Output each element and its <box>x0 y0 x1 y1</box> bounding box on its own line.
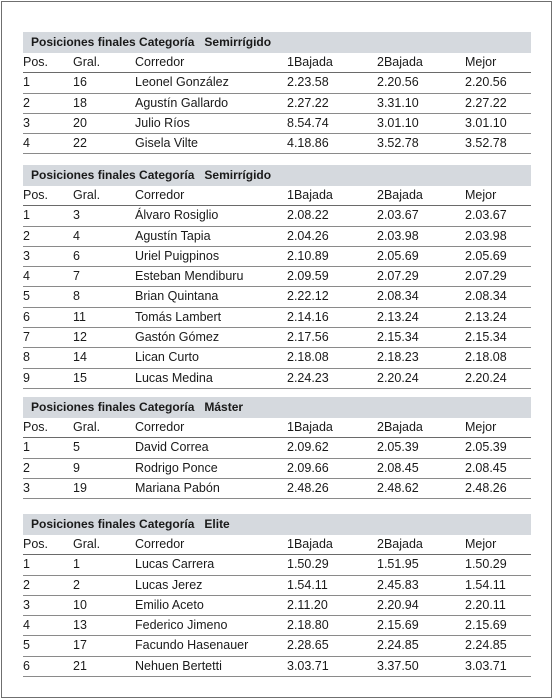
table-cell: 18 <box>73 95 87 110</box>
table-cell: 9 <box>23 370 30 385</box>
table-cell: 2.05.69 <box>465 248 507 263</box>
table-cell: Facundo Hasenauer <box>135 638 249 653</box>
table-cell: 2.20.24 <box>465 370 507 385</box>
table-cell: 1.51.95 <box>377 557 419 572</box>
table-cell: 22 <box>73 136 87 151</box>
table-row <box>23 616 531 636</box>
table-cell: 2.09.62 <box>287 440 329 455</box>
table-cell: Gastón Gómez <box>135 330 220 345</box>
table-cell: 3 <box>23 597 30 612</box>
table-cell: 12 <box>73 330 87 345</box>
table-cell: 2.24.85 <box>465 638 507 653</box>
column-header: Mejor <box>465 55 497 69</box>
table-cell: 5 <box>73 440 80 455</box>
table-cell: 1.50.29 <box>465 557 507 572</box>
results-table-elite <box>23 514 531 677</box>
table-cell: 2.15.34 <box>377 330 419 345</box>
column-header: Mejor <box>465 420 497 434</box>
table-cell: Agustín Tapia <box>135 228 211 243</box>
table-cell: 3.03.71 <box>287 658 329 673</box>
column-header: Gral. <box>73 55 101 69</box>
table-cell: 3.31.10 <box>377 95 419 110</box>
table-cell: 16 <box>73 75 87 90</box>
table-cell: Julio Ríos <box>135 115 190 130</box>
table-cell: 2.45.83 <box>377 577 419 592</box>
column-header: 1Bajada <box>287 420 333 434</box>
table-title: Posiciones finales Categoría Máster <box>23 397 531 418</box>
table-cell: 2.13.24 <box>465 309 507 324</box>
table-row <box>23 247 531 267</box>
column-header: Gral. <box>73 537 101 551</box>
table-row <box>23 636 531 656</box>
table-cell: 2.15.69 <box>465 618 507 633</box>
table-cell: 2.08.22 <box>287 208 329 223</box>
table-cell: 2.14.16 <box>287 309 329 324</box>
table-row <box>23 596 531 616</box>
results-table-semirrigido-1 <box>23 32 531 154</box>
column-header: 2Bajada <box>377 188 423 202</box>
table-cell: Federico Jimeno <box>135 618 228 633</box>
table-cell: Brian Quintana <box>135 289 219 304</box>
table-cell: 2.48.26 <box>465 480 507 495</box>
table-cell: 2.27.22 <box>465 95 507 110</box>
column-header: 2Bajada <box>377 55 423 69</box>
table-cell: 2.18.08 <box>465 350 507 365</box>
table-cell: Uriel Puigpinos <box>135 248 220 263</box>
table-cell: 7 <box>23 330 30 345</box>
table-cell: 2.20.56 <box>377 75 419 90</box>
table-row <box>23 438 531 458</box>
table-cell: 2.05.39 <box>377 440 419 455</box>
table-cell: Nehuen Bertetti <box>135 658 222 673</box>
table-cell: 3.03.71 <box>465 658 507 673</box>
table-cell: Rodrigo Ponce <box>135 460 218 475</box>
table-cell: 4.18.86 <box>287 136 329 151</box>
table-cell: 2 <box>73 577 80 592</box>
table-cell: 2.24.23 <box>287 370 329 385</box>
table-row <box>23 369 531 389</box>
column-header: Corredor <box>135 55 185 69</box>
table-cell: 3 <box>23 248 30 263</box>
table-row <box>23 134 531 154</box>
column-header: 1Bajada <box>287 55 333 69</box>
table-cell: Lucas Medina <box>135 370 213 385</box>
table-cell: 3.52.78 <box>465 136 507 151</box>
table-cell: Agustín Gallardo <box>135 95 229 110</box>
results-table-semirrigido-2 <box>23 165 531 389</box>
results-table-master <box>23 397 531 499</box>
column-header: Pos. <box>23 537 49 551</box>
table-cell: Mariana Pabón <box>135 480 220 495</box>
table-cell: 5 <box>23 289 30 304</box>
table-cell: 11 <box>73 309 86 324</box>
table-cell: 6 <box>23 658 30 673</box>
table-cell: 17 <box>73 638 87 653</box>
table-cell: 1.50.29 <box>287 557 329 572</box>
table-cell: 4 <box>73 228 80 243</box>
table-cell: 2.13.24 <box>377 309 419 324</box>
column-header-row <box>23 186 531 206</box>
table-cell: 2.20.24 <box>377 370 419 385</box>
table-cell: 2.05.69 <box>377 248 419 263</box>
table-cell: 3.37.50 <box>377 658 419 673</box>
table-cell: 2 <box>23 228 30 243</box>
table-cell: 2.04.26 <box>287 228 329 243</box>
table-cell: 2.08.45 <box>377 460 419 475</box>
table-cell: 1.54.11 <box>465 577 506 592</box>
table-row <box>23 227 531 247</box>
table-cell: Gisela Vilte <box>135 136 198 151</box>
table-cell: 2 <box>23 460 30 475</box>
column-header-row <box>23 53 531 73</box>
table-cell: Lican Curto <box>135 350 199 365</box>
column-header: Gral. <box>73 188 101 202</box>
table-cell: 15 <box>73 370 87 385</box>
table-row <box>23 287 531 307</box>
table-cell: 10 <box>73 597 87 612</box>
table-row <box>23 459 531 479</box>
table-cell: 9 <box>73 460 80 475</box>
table-cell: 2.17.56 <box>287 330 329 345</box>
table-cell: 2.20.94 <box>377 597 419 612</box>
table-cell: 2.09.66 <box>287 460 329 475</box>
table-cell: 2.07.29 <box>377 269 419 284</box>
table-cell: 2 <box>23 95 30 110</box>
table-row <box>23 657 531 677</box>
table-cell: 3 <box>73 208 80 223</box>
column-header: Gral. <box>73 420 101 434</box>
table-cell: 1 <box>23 557 30 572</box>
table-cell: 5 <box>23 638 30 653</box>
column-header: 1Bajada <box>287 537 333 551</box>
column-header: 2Bajada <box>377 420 423 434</box>
table-cell: Esteban Mendiburu <box>135 269 244 284</box>
column-header: Corredor <box>135 420 185 434</box>
table-cell: 2.15.34 <box>465 330 507 345</box>
table-cell: Leonel González <box>135 75 229 90</box>
table-cell: 3.52.78 <box>377 136 419 151</box>
table-cell: 8.54.74 <box>287 115 329 130</box>
column-header: Pos. <box>23 420 49 434</box>
table-cell: 2.18.23 <box>377 350 419 365</box>
table-cell: 8 <box>23 350 30 365</box>
table-cell: 2.10.89 <box>287 248 329 263</box>
column-header: Pos. <box>23 188 49 202</box>
table-cell: 2.11.20 <box>287 597 328 612</box>
table-cell: 2.03.98 <box>465 228 507 243</box>
table-cell: 2.48.62 <box>377 480 419 495</box>
table-cell: 2.15.69 <box>377 618 419 633</box>
table-row <box>23 73 531 93</box>
table-cell: 2.08.34 <box>465 289 507 304</box>
table-cell: David Correa <box>135 440 209 455</box>
column-header-row <box>23 418 531 438</box>
table-cell: 6 <box>73 248 80 263</box>
table-cell: 2.03.98 <box>377 228 419 243</box>
table-cell: Tomás Lambert <box>135 309 222 324</box>
table-cell: 6 <box>23 309 30 324</box>
table-cell: 2.27.22 <box>287 95 329 110</box>
table-cell: 3 <box>23 115 30 130</box>
table-cell: 2 <box>23 577 30 592</box>
table-cell: 1.54.11 <box>287 577 328 592</box>
table-cell: 2.05.39 <box>465 440 507 455</box>
table-cell: 4 <box>23 269 30 284</box>
table-cell: 2.09.59 <box>287 269 329 284</box>
table-cell: 2.03.67 <box>465 208 507 223</box>
table-cell: 1 <box>23 440 30 455</box>
table-row <box>23 267 531 287</box>
table-row <box>23 479 531 499</box>
column-header: Mejor <box>465 188 497 202</box>
table-cell: Álvaro Rosiglio <box>135 208 219 223</box>
column-header-row <box>23 535 531 555</box>
table-row <box>23 348 531 368</box>
column-header: Pos. <box>23 55 49 69</box>
table-row <box>23 328 531 348</box>
table-cell: 2.08.45 <box>465 460 507 475</box>
table-cell: 2.20.56 <box>465 75 507 90</box>
table-title: Posiciones finales Categoría Semirrígido <box>23 32 531 53</box>
table-cell: 1 <box>23 75 30 90</box>
table-row <box>23 94 531 114</box>
table-cell: 2.22.12 <box>287 289 329 304</box>
column-header: Mejor <box>465 537 497 551</box>
table-cell: 2.20.11 <box>465 597 506 612</box>
column-header: 1Bajada <box>287 188 333 202</box>
table-cell: 21 <box>73 658 87 673</box>
table-cell: 3.01.10 <box>465 115 507 130</box>
table-cell: 8 <box>73 289 80 304</box>
table-cell: 2.24.85 <box>377 638 419 653</box>
table-row <box>23 206 531 226</box>
table-cell: Lucas Jerez <box>135 577 203 592</box>
table-cell: 19 <box>73 480 87 495</box>
table-title: Posiciones finales Categoría Elite <box>23 514 531 535</box>
table-cell: 2.23.58 <box>287 75 329 90</box>
table-cell: 2.18.08 <box>287 350 329 365</box>
table-row <box>23 308 531 328</box>
column-header: Corredor <box>135 188 185 202</box>
table-cell: Lucas Carrera <box>135 557 215 572</box>
table-row <box>23 114 531 134</box>
table-title: Posiciones finales Categoría Semirrígido <box>23 165 531 186</box>
table-cell: 4 <box>23 136 30 151</box>
table-cell: 3.01.10 <box>377 115 419 130</box>
table-cell: 7 <box>73 269 80 284</box>
table-cell: 2.28.65 <box>287 638 329 653</box>
table-cell: 3 <box>23 480 30 495</box>
table-cell: 14 <box>73 350 87 365</box>
column-header: 2Bajada <box>377 537 423 551</box>
table-cell: 4 <box>23 618 30 633</box>
table-cell: 2.18.80 <box>287 618 329 633</box>
column-header: Corredor <box>135 537 185 551</box>
table-cell: 1 <box>23 208 30 223</box>
table-cell: 1 <box>73 557 80 572</box>
table-cell: 20 <box>73 115 87 130</box>
table-cell: Emilio Aceto <box>135 597 204 612</box>
table-row <box>23 576 531 596</box>
table-cell: 2.07.29 <box>465 269 507 284</box>
table-cell: 2.03.67 <box>377 208 419 223</box>
table-cell: 13 <box>73 618 87 633</box>
table-cell: 2.48.26 <box>287 480 329 495</box>
table-cell: 2.08.34 <box>377 289 419 304</box>
table-row <box>23 555 531 575</box>
